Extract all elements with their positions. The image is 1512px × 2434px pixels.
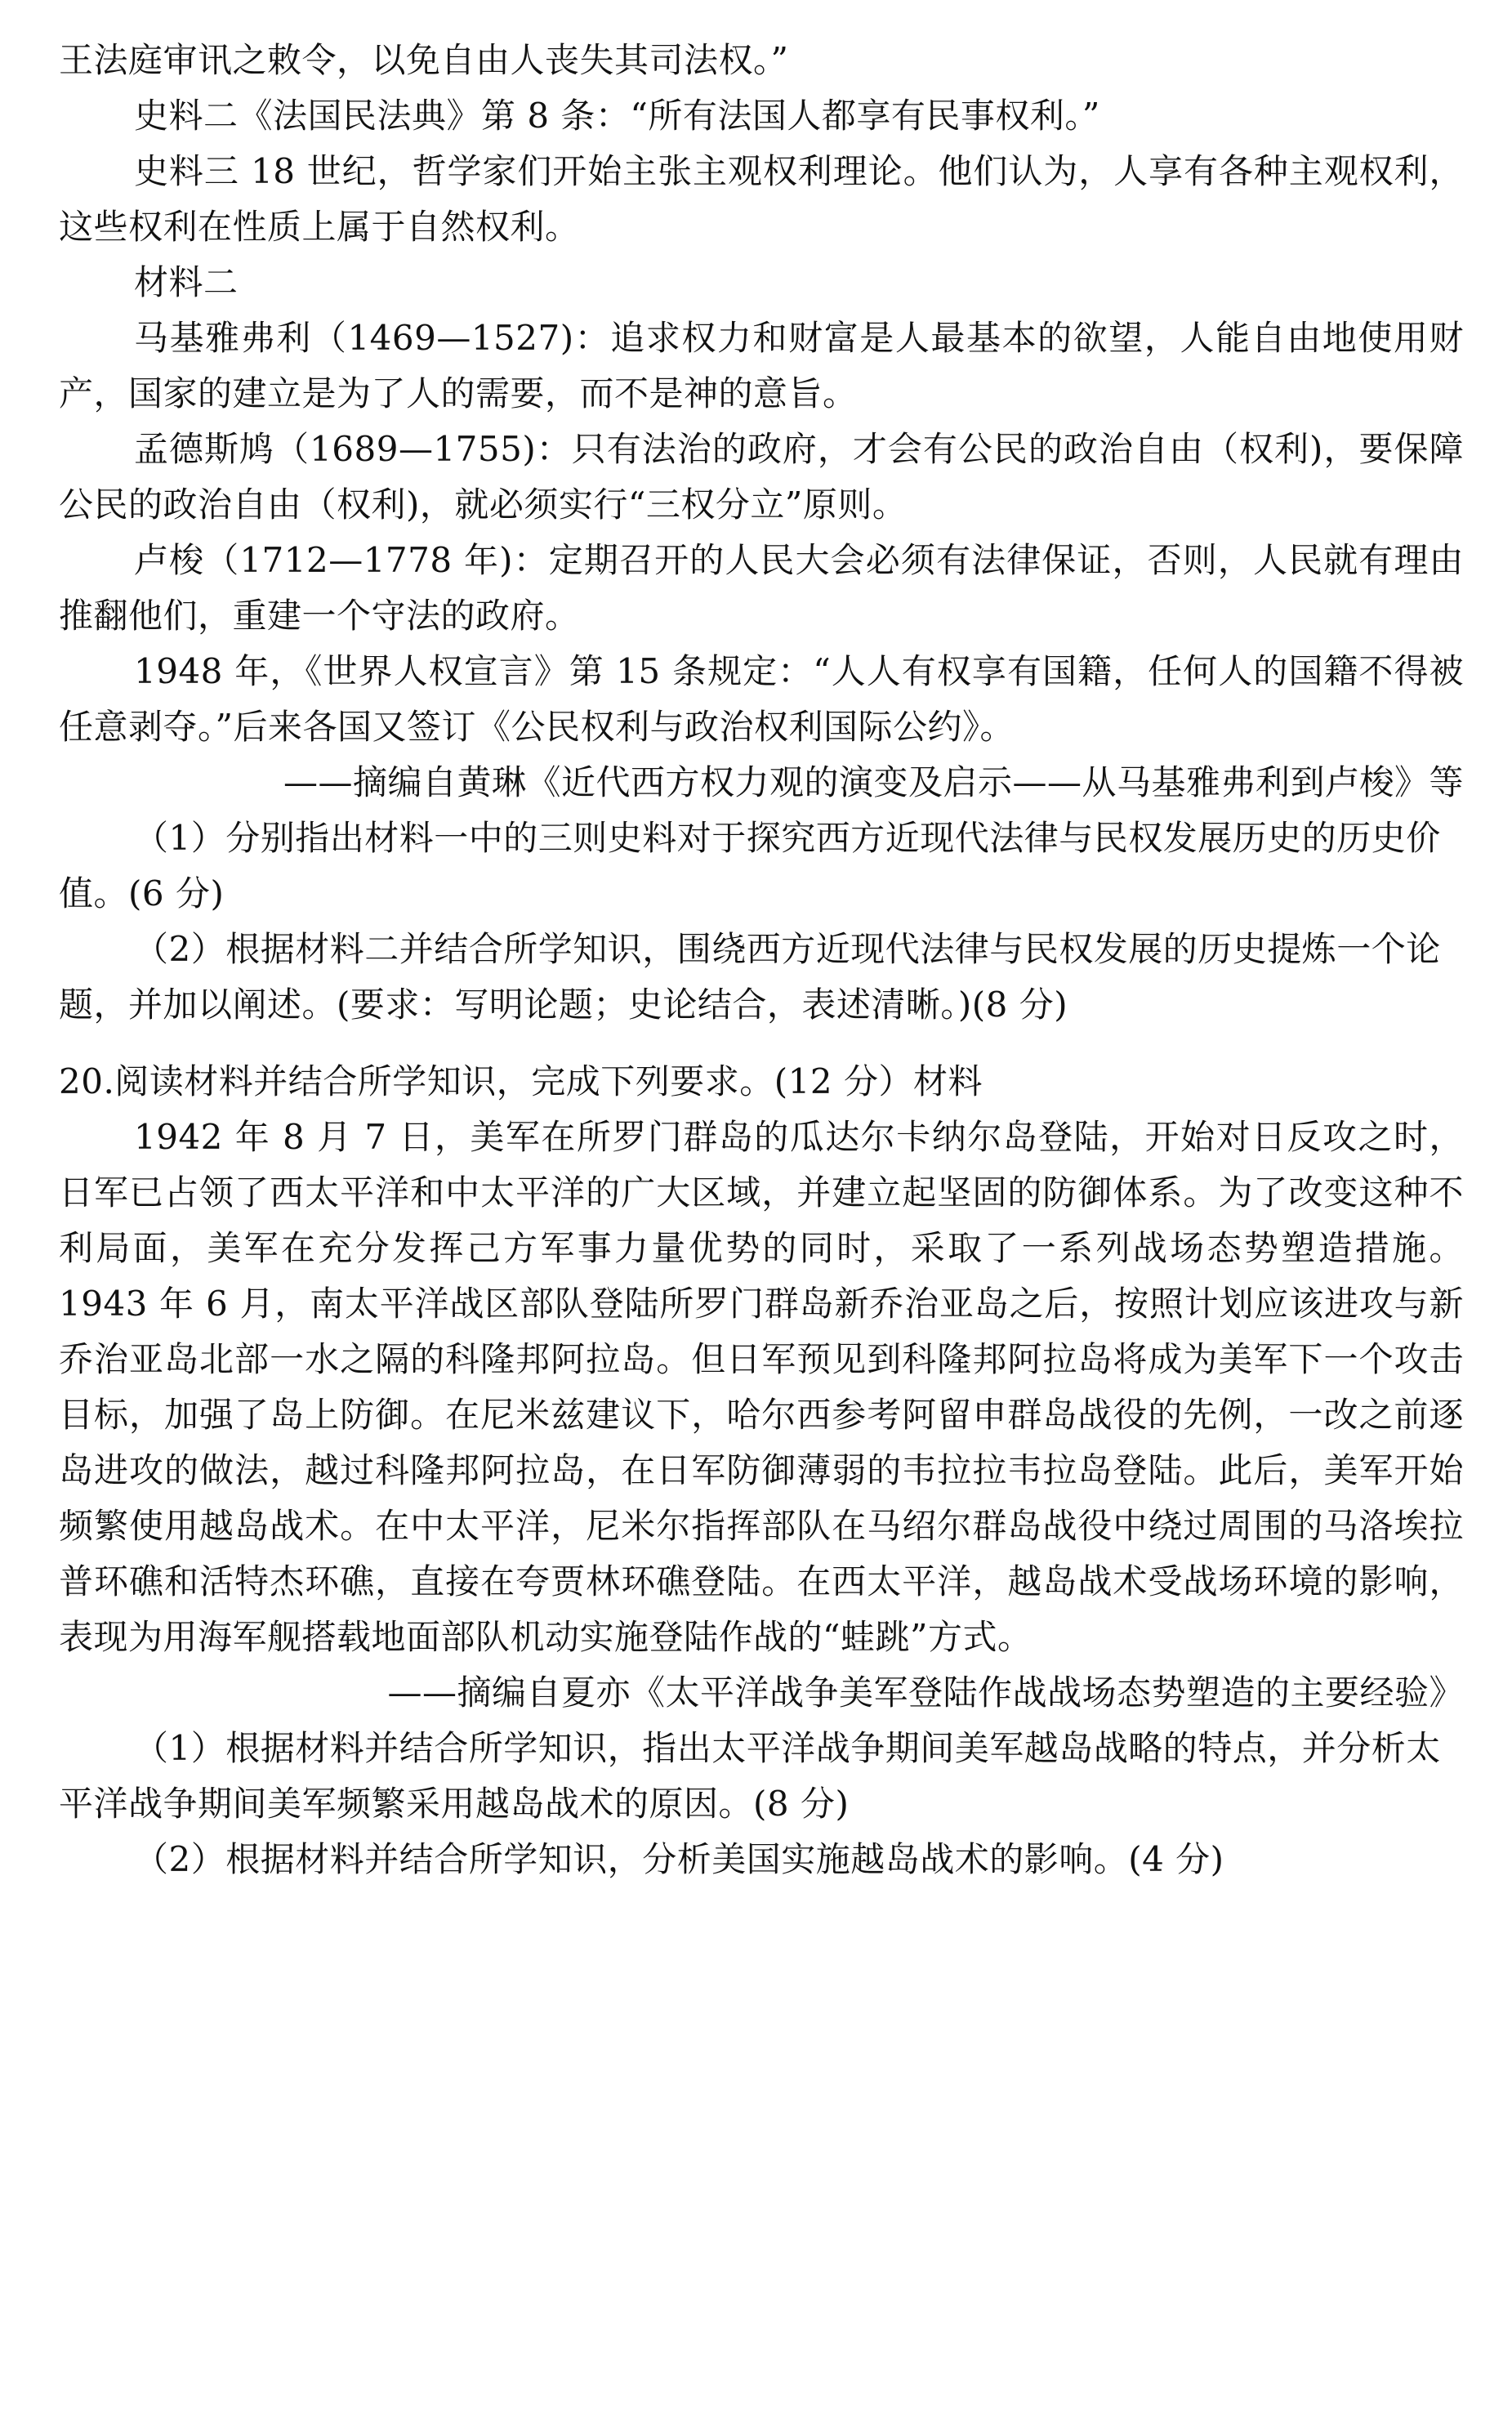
question-20-header: 20.阅读材料并结合所学知识，完成下列要求。(12 分）材料 [59,1061,983,1101]
question-20-section [59,1054,1464,1887]
source-material-2: 史料二《法国民法典》第 8 条：“所有法国人都享有民事权利。” [134,96,1100,136]
rousseau-paragraph: 卢梭（1712—1778 年)：定期召开的人民大会必须有法律保证，否则，人民就有理由推翻他们，重建一个守法的政府。 [59,540,1464,636]
sub-question-1: （1）分别指出材料一中的三则史料对于探究西方近现代法律与民权发展历史的历史价值。(6 分) [59,818,1441,913]
question-20-sub-2: （2）根据材料并结合所学知识，分析美国实施越岛战术的影响。(4 分) [134,1839,1224,1879]
source-material-3: 史料三 18 世纪，哲学家们开始主张主观权利理论。他们认为，人享有各种主观权利，这些权利在性质上属于自然权利。 [59,151,1464,247]
udhr-paragraph: 1948 年，《世界人权宣言》第 15 条规定：“人人有权享有国籍，任何人的国籍不得被任意剥夺。”后来各国又签订《公民权利与政治权利国际公约》。 [59,651,1464,747]
material-2-title: 材料二 [134,262,239,302]
source-citation: ——摘编自黄琳《近代西方权力观的演变及启示——从马基雅弗利到卢梭》等 [283,762,1464,802]
question-20-material: 1942 年 8 月 7 日，美军在所罗门群岛的瓜达尔卡纳尔岛登陆，开始对日反攻之时，日军已占领了西太平洋和中太平洋的广大区域，并建立起坚固的防御体系。为了改变这种不利局面，美军在充分发挥己方军事力量优势的同时，采取了一系列战场态势塑造措施。1943 年 6 月，南太平洋战区部队登陆所罗门群岛新乔治亚岛之后，按照计划应该进攻与新乔治亚岛北部一水之隔的科隆邦阿拉岛。但日军预见到科隆邦阿拉岛将成为美军下一个攻击目标，加强了岛上防御。在尼米兹建议下，哈尔西参考阿留申群岛战役的先例，一改之前逐岛进攻的做法，越过科隆邦阿拉岛，在日军防御薄弱的韦拉拉韦拉岛登陆。此后，美军开始频繁使用越岛战术。在中太平洋，尼米尔指挥部队在马绍尔群岛战役中绕过周围的马洛埃拉普环礁和活特杰环礁，直接在夸贾林环礁登陆。在西太平洋，越岛战术受战场环境的影响，表现为用海军舰搭载地面部队机动实施登陆作战的“蛙跳”方式。 [59,1117,1464,1657]
montesquieu-paragraph: 孟德斯鸠（1689—1755)：只有法治的政府，才会有公民的政治自由（权利)，要保障公民的政治自由（权利)，就必须实行“三权分立”原则。 [59,429,1464,525]
machiavelli-paragraph: 马基雅弗利（1469—1527)：追求权力和财富是人最基本的欲望，人能自由地使用财产，国家的建立是为了人的需要，而不是神的意旨。 [59,318,1464,413]
question-20-sub-1: （1）根据材料并结合所学知识，指出太平洋战争期间美军越岛战略的特点，并分析太平洋战争期间美军频繁采用越岛战术的原因。(8 分) [59,1728,1441,1824]
sub-question-2: （2）根据材料二并结合所学知识，围绕西方近现代法律与民权发展的历史提炼一个论题，并加以阐述。(要求：写明论题；史论结合，表述清晰。)(8 分) [59,929,1441,1025]
text-line-continuation: 王法庭审讯之敕令，以免自由人丧失其司法权。” [59,40,789,80]
question-20-source: ——摘编自夏亦《太平洋战争美军登陆作战战场态势塑造的主要经验》 [387,1673,1464,1713]
previous-question-section [59,33,1464,1033]
